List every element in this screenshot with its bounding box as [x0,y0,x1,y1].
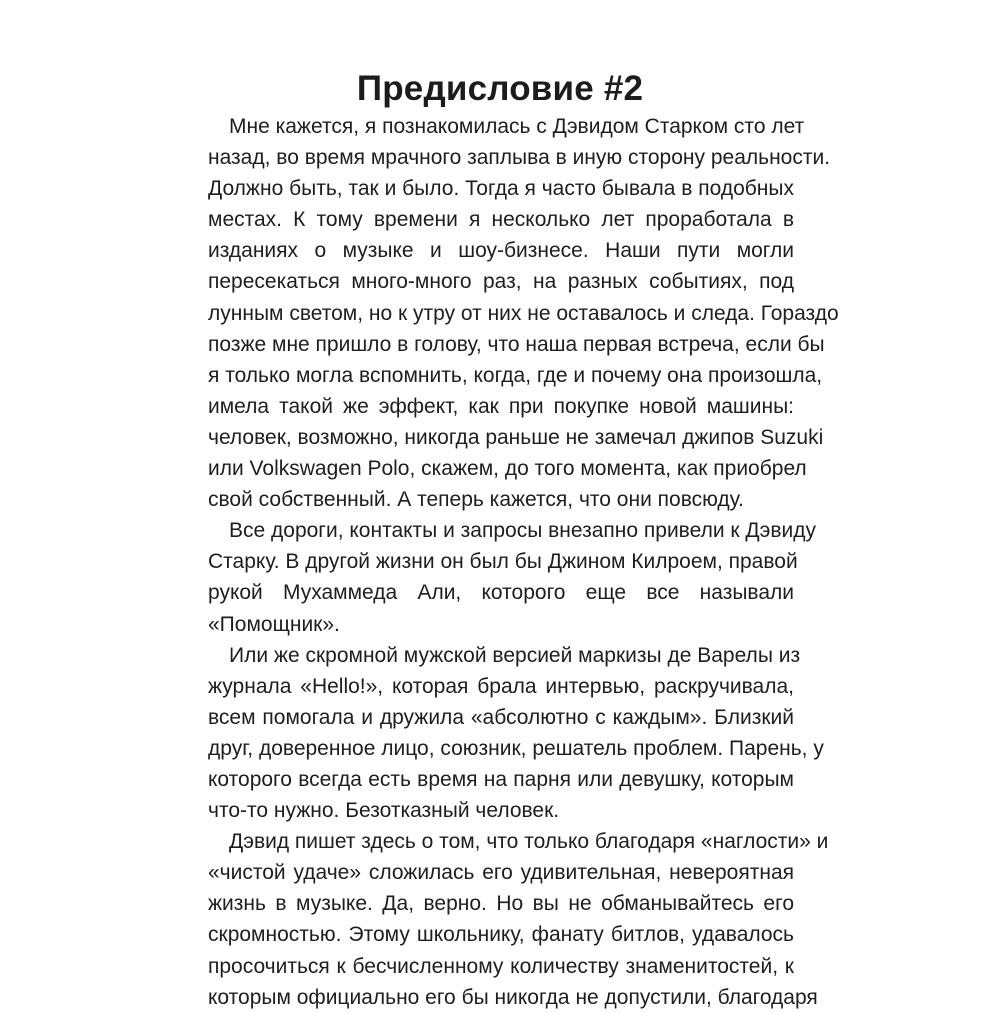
text-line: Дэвид пишет здесь о том, что только благодаря «наглости» и [229,830,829,854]
text-line: просочиться к бесчисленному количеству знаменитостей, к [208,954,794,978]
text-line: Должно быть, так и было. Тогда я часто бывала в подобных [208,177,794,201]
chapter-title: Предисловие #2 [356,69,644,109]
text-line: Или же скромной мужской версией маркизы де Варелы из [229,643,801,667]
text-line: журнала «Hello!», которая брала интервью, раскручивала, [208,674,794,698]
paragraph [208,640,824,827]
text-line: лунным светом, но к утру от них не оставалось и следа. Гораздо [208,301,839,325]
text-line: или Volkswagen Polo, скажем, до того момента, как приобрел [208,457,807,481]
text-line: человек, возможно, никогда раньше не замечал джипов Suzuki [208,425,824,449]
paragraph [208,111,839,515]
text-line: жизнь в музыке. Да, верно. Но вы не обманывайтесь его [208,892,794,916]
body-text [208,111,839,1013]
text-line: я только могла вспомнить, когда, где и почему она произошла, [208,363,823,387]
text-line: имела такой же эффект, как при покупке новой машины: [208,394,794,418]
text-line: изданиях о музыке и шоу-бизнесе. Наши пути могли [208,239,794,263]
text-line: назад, во время мрачного заплыва в иную сторону реальности. [208,146,831,170]
text-line: Старку. В другой жизни он был бы Джином Килроем, правой [208,550,798,574]
paragraph [208,515,816,639]
text-line: позже мне пришло в голову, что наша первая встреча, если бы [208,332,825,356]
text-line: Все дороги, контакты и запросы внезапно привели к Дэвиду [229,519,816,543]
text-line: Мне кажется, я познакомилась с Дэвидом Старком сто лет [229,115,805,138]
text-line: скромностью. Этому школьнику, фанату битлов, удавалось [208,923,794,947]
text-line: пересекаться много-много раз, на разных событиях, под [208,270,794,294]
text-line: рукой Мухаммеда Али, которого еще все называли [208,581,794,605]
text-line: «Помощник». [208,612,340,636]
text-line: всем помогала и дружила «абсолютно с каждым». Близкий [208,705,794,729]
text-line: что-то нужно. Безотказный человек. [208,799,560,823]
text-line: которым официально его бы никогда не допустили, благодаря [208,985,818,1009]
text-line: «чистой удаче» сложилась его удивительная, невероятная [208,861,794,885]
text-line: которого всегда есть время на парня или девушку, которым [208,767,794,791]
text-line: свой собственный. А теперь кажется, что они повсюду. [208,488,744,512]
text-line: друг, доверенное лицо, союзник, решатель проблем. Парень, у [208,736,824,760]
text-line: местах. К тому времени я несколько лет проработала в [208,208,794,232]
paragraph [208,826,829,1013]
